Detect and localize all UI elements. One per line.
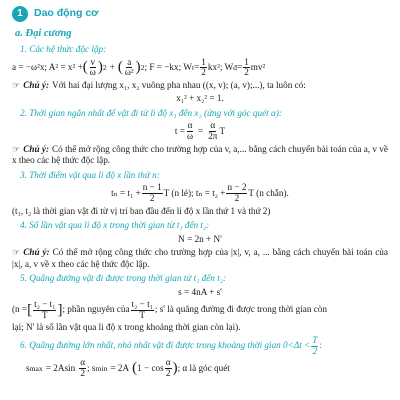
note-text: Có thể mở rộng công thức cho trường hợp của v, a,... bằng cách chuyển bài toán của a, v về x theo các hệ thức độc lập. (12, 143, 388, 166)
fraction-numerator: T (312, 334, 318, 345)
fraction-numerator: v (90, 56, 96, 67)
fraction-denominator: 2π (208, 131, 218, 142)
paren-close: ) (97, 59, 103, 76)
chapter-header (12, 6, 388, 22)
formula-text: mv² (250, 62, 266, 73)
item-6-title: 6. Quãng đường lớn nhất, nhỏ nhất vật đi được trong khoảng thời gian 0<Δt < (20, 340, 311, 351)
formula-text: T (219, 125, 226, 136)
fraction (142, 183, 163, 203)
formula-text: kx²; W (207, 62, 234, 73)
fraction-numerator: α (210, 120, 216, 131)
bracket-close: ] (57, 301, 63, 318)
fraction-numerator: α (80, 357, 86, 368)
formula-text: = (237, 62, 243, 73)
fraction-denominator: 2 (201, 67, 206, 78)
item-5-formula: s = 4nA + s' (178, 286, 222, 297)
fraction-numerator: t₂ − t₁ (131, 299, 153, 310)
formula-text: : (319, 340, 322, 351)
item-1-note (12, 80, 388, 92)
chapter-title: Dao động cơ (34, 7, 99, 20)
fraction (226, 183, 247, 203)
fraction (124, 58, 135, 78)
item-2-formula (12, 121, 388, 141)
fraction-denominator: ω² (124, 67, 134, 78)
fraction (33, 300, 56, 320)
fraction-denominator: T (41, 309, 48, 320)
note-label: Chú ý: (23, 143, 50, 154)
item-3-title: 3. Thời điểm vật qua li độ x lần thứ n: (20, 169, 160, 180)
formula-text: ; s' là quãng đường đi được trong thời gian còn (154, 304, 327, 315)
item-1-note-formula: x₁² + x₂² = 1. (176, 93, 224, 104)
fraction-denominator: 2 (165, 367, 171, 378)
item-3-explain: (t₁, t₂ là thời gian vật đi từ vị trí ban đầu đến li độ x lần thứ 1 và thứ 2) (12, 205, 271, 216)
paren-close: ) (172, 359, 178, 376)
fraction-numerator: 1 (244, 56, 249, 67)
item-5-explain-line2: lại; N' là số lần vật qua li độ x trong khoảng thời gian còn lại). (12, 322, 241, 333)
fraction-numerator: α (187, 120, 193, 131)
item-1-formula: a = −ω²x; A² = x² + ( $\frac{v}{\omega}$ ) 2 + ( $\frac{a}{\text{ω²}}$ ) 2 ; F = −kx; W t = $\frac{1}{2}$ kx²; W đ = $\frac{1}{2}$ mv² (12, 56, 266, 78)
item-5-title: 5. Quãng đường vật đi được trong thời gian từ t₁ đến t₂: (20, 273, 227, 284)
note-text: Có thể mở rộng công thức cho trường hợp của |x|, v, a, ... bằng cách chuyển bài toán của |x|, a, v về x theo các hệ thức độc lập. (12, 247, 388, 269)
fraction (89, 58, 97, 78)
section-title: a. Đại cương (15, 28, 72, 39)
fraction (243, 58, 250, 78)
fraction-denominator: T (139, 309, 145, 320)
formula-text: (n = (12, 304, 28, 315)
chapter-number-badge: 1 (12, 6, 28, 22)
pointing-hand-icon: ☞ (12, 247, 21, 258)
formula-text: = 2A (110, 362, 130, 373)
formula-text: a = −ω²x; A² = x² + (12, 62, 83, 73)
fraction (165, 358, 172, 378)
note-label: Chú ý: (23, 247, 50, 258)
formula-text: tₙ = t₁ + (111, 187, 141, 198)
paren-open: ( (132, 359, 138, 376)
fraction-numerator: 1 (201, 56, 206, 67)
pointing-hand-icon: ☞ (12, 143, 21, 154)
fraction-denominator: ω (186, 131, 194, 142)
subscript: t (191, 62, 195, 72)
fraction-numerator: α (165, 357, 171, 368)
item-6-formula (26, 358, 388, 378)
fraction-denominator: 2 (244, 67, 249, 78)
fraction-denominator: ω (89, 67, 96, 78)
fraction-denominator: 2 (234, 192, 240, 203)
formula-text: = (194, 62, 200, 73)
fraction-numerator: n − 1 (142, 182, 162, 193)
fraction-numerator: n − 2 (227, 182, 247, 193)
fraction (131, 300, 154, 320)
fraction-denominator: 2 (80, 367, 85, 378)
formula-text: 1 − cos (137, 362, 164, 373)
item-2-title: 2. Thời gian ngắn nhất để vật đi từ li độ x₁ đến x₂ (ứng với góc quét α): (20, 107, 282, 118)
formula-text: = 2Asin (45, 362, 76, 373)
paren-close: ) (135, 59, 141, 76)
formula-text: = (198, 125, 204, 136)
subscript: max (29, 363, 43, 373)
pointing-hand-icon: ☞ (12, 79, 21, 90)
formula-text: s (26, 362, 30, 373)
formula-text: T (n chẵn). (248, 187, 289, 198)
item-4-note (12, 247, 388, 270)
fraction-denominator: 2 (149, 192, 155, 203)
subscript: min (95, 363, 108, 373)
fraction (311, 336, 318, 356)
paren-open: ( (82, 59, 88, 76)
formula-text: ; F = −kx; W (144, 62, 192, 73)
formula-text: t = (174, 125, 185, 136)
item-4-formula: N = 2n + N' (178, 233, 222, 244)
item-1-title: 1. Các hệ thức độc lập: (20, 44, 107, 55)
formula-text: + (109, 62, 115, 73)
bracket-open: [ (27, 301, 33, 318)
formula-text: ; phần nguyên của (62, 304, 130, 315)
formula-text: T (n lẻ); tₙ = t₂ + (163, 187, 226, 198)
formula-text: ; s (87, 362, 96, 373)
item-6-title-row (20, 336, 388, 356)
fraction-numerator: a (127, 56, 132, 67)
fraction (186, 121, 194, 141)
fraction (79, 358, 86, 378)
item-5-explain (12, 300, 388, 320)
item-4-title: 4. Số lần vật qua li độ x trong thời gian từ t₁ đến t₂: (20, 220, 210, 231)
item-3-formula (12, 183, 388, 203)
item-2-note (12, 144, 388, 167)
fraction (200, 58, 207, 78)
note-label: Chú ý: (23, 79, 50, 90)
subscript: đ (233, 62, 237, 72)
formula-text: ; α là góc quét (177, 362, 230, 373)
fraction-numerator: t₂ − t₁ (34, 299, 56, 310)
fraction-denominator: 2 (312, 345, 318, 356)
note-text: Với hai đại lượng x₁, x₂ vuông pha nhau ((x, v); (a, v);...), ta luôn có: (52, 79, 306, 90)
paren-open: ( (117, 59, 123, 76)
fraction (207, 121, 218, 141)
